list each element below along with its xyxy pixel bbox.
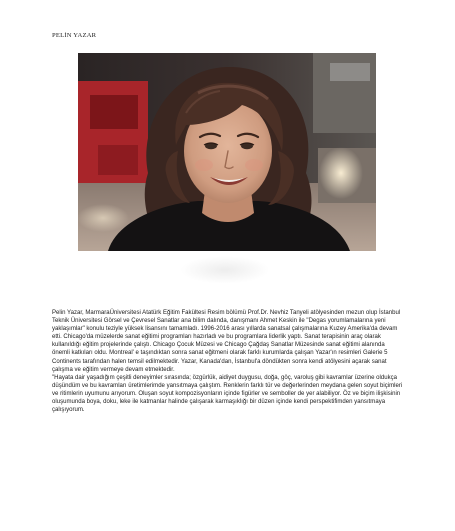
artist-portrait-photo [78, 53, 376, 251]
bio-paragraph: Pelin Yazar, MarmaraÜniversitesi Atatürk Eğitim Fakültesi Resim bölümü Prof.Dr. Nevhiz Tanyeli atölyesinden mezun olup İstanbul Teknik Üniversitesi Görsel ve Çevresel Sanatlar ana bilim dalında, danışmanı Ahmet Keskin ile "Degas yorumlamalarına yeni yaklaşımlar" konulu teziyle yüksek lisansını tamamladı. 1996-2016 arası yıllarda sanatsal çalışmalarına Kuzey Amerika'da devam etti. Chicago'da müzelerde sanat eğitimi programları hazırladı ve bu programlara liderlik yaptı. Sanat terapisinin araç olarak kullanıldığı eğitim projelerinde çalıştı. Chicago Çocuk Müzesi ve Chicago Çağdaş Sanatlar Müzesinde sanat eğitimi alanında önemli katkıları oldu. Montreal' e taşındıktan sonra sanat eğitmeni olarak farklı kurumlarda çalışan Yazar'ın resimleri Galerie 5 Continents tarafından halen temsil edilmektedir. Yazar, Kanada'dan, İstanbul'a döndükten sonra kendi atölyesini açarak sanat çalışma ve eğitim vermeye devam etmektedir. [52, 310, 401, 373]
portrait-illustration [78, 53, 376, 251]
artist-biography [52, 309, 404, 414]
page-title: PELİN YAZAR [52, 32, 97, 39]
photo-reflection [180, 256, 270, 284]
artist-statement-paragraph: "Hayata dair yaşadığım çeşitli deneyimler sırasında; özgürlük, aidiyet duygusu, doğa, göç, varoluş gibi kavramlar üzerine oldukça düşündüm ve bu kavramları üretimlerimde yansıtmaya çalıştım. Renklerin farklı tür ve değerlerinden meydana gelen soyut biçimleri ve ritimlerin uyumunu arıyorum. Oluşan soyut kompozisyonların içinde figürler ve semboller de yer alabiliyor. Öz ve biçim ilişkisinin oluşumunda boya, doku, leke ile katmanlar halinde çalışarak karmaşıklığı bir düzen içinde kendi perspektifimden yansıtmaya çalışıyorum. [52, 374, 403, 414]
